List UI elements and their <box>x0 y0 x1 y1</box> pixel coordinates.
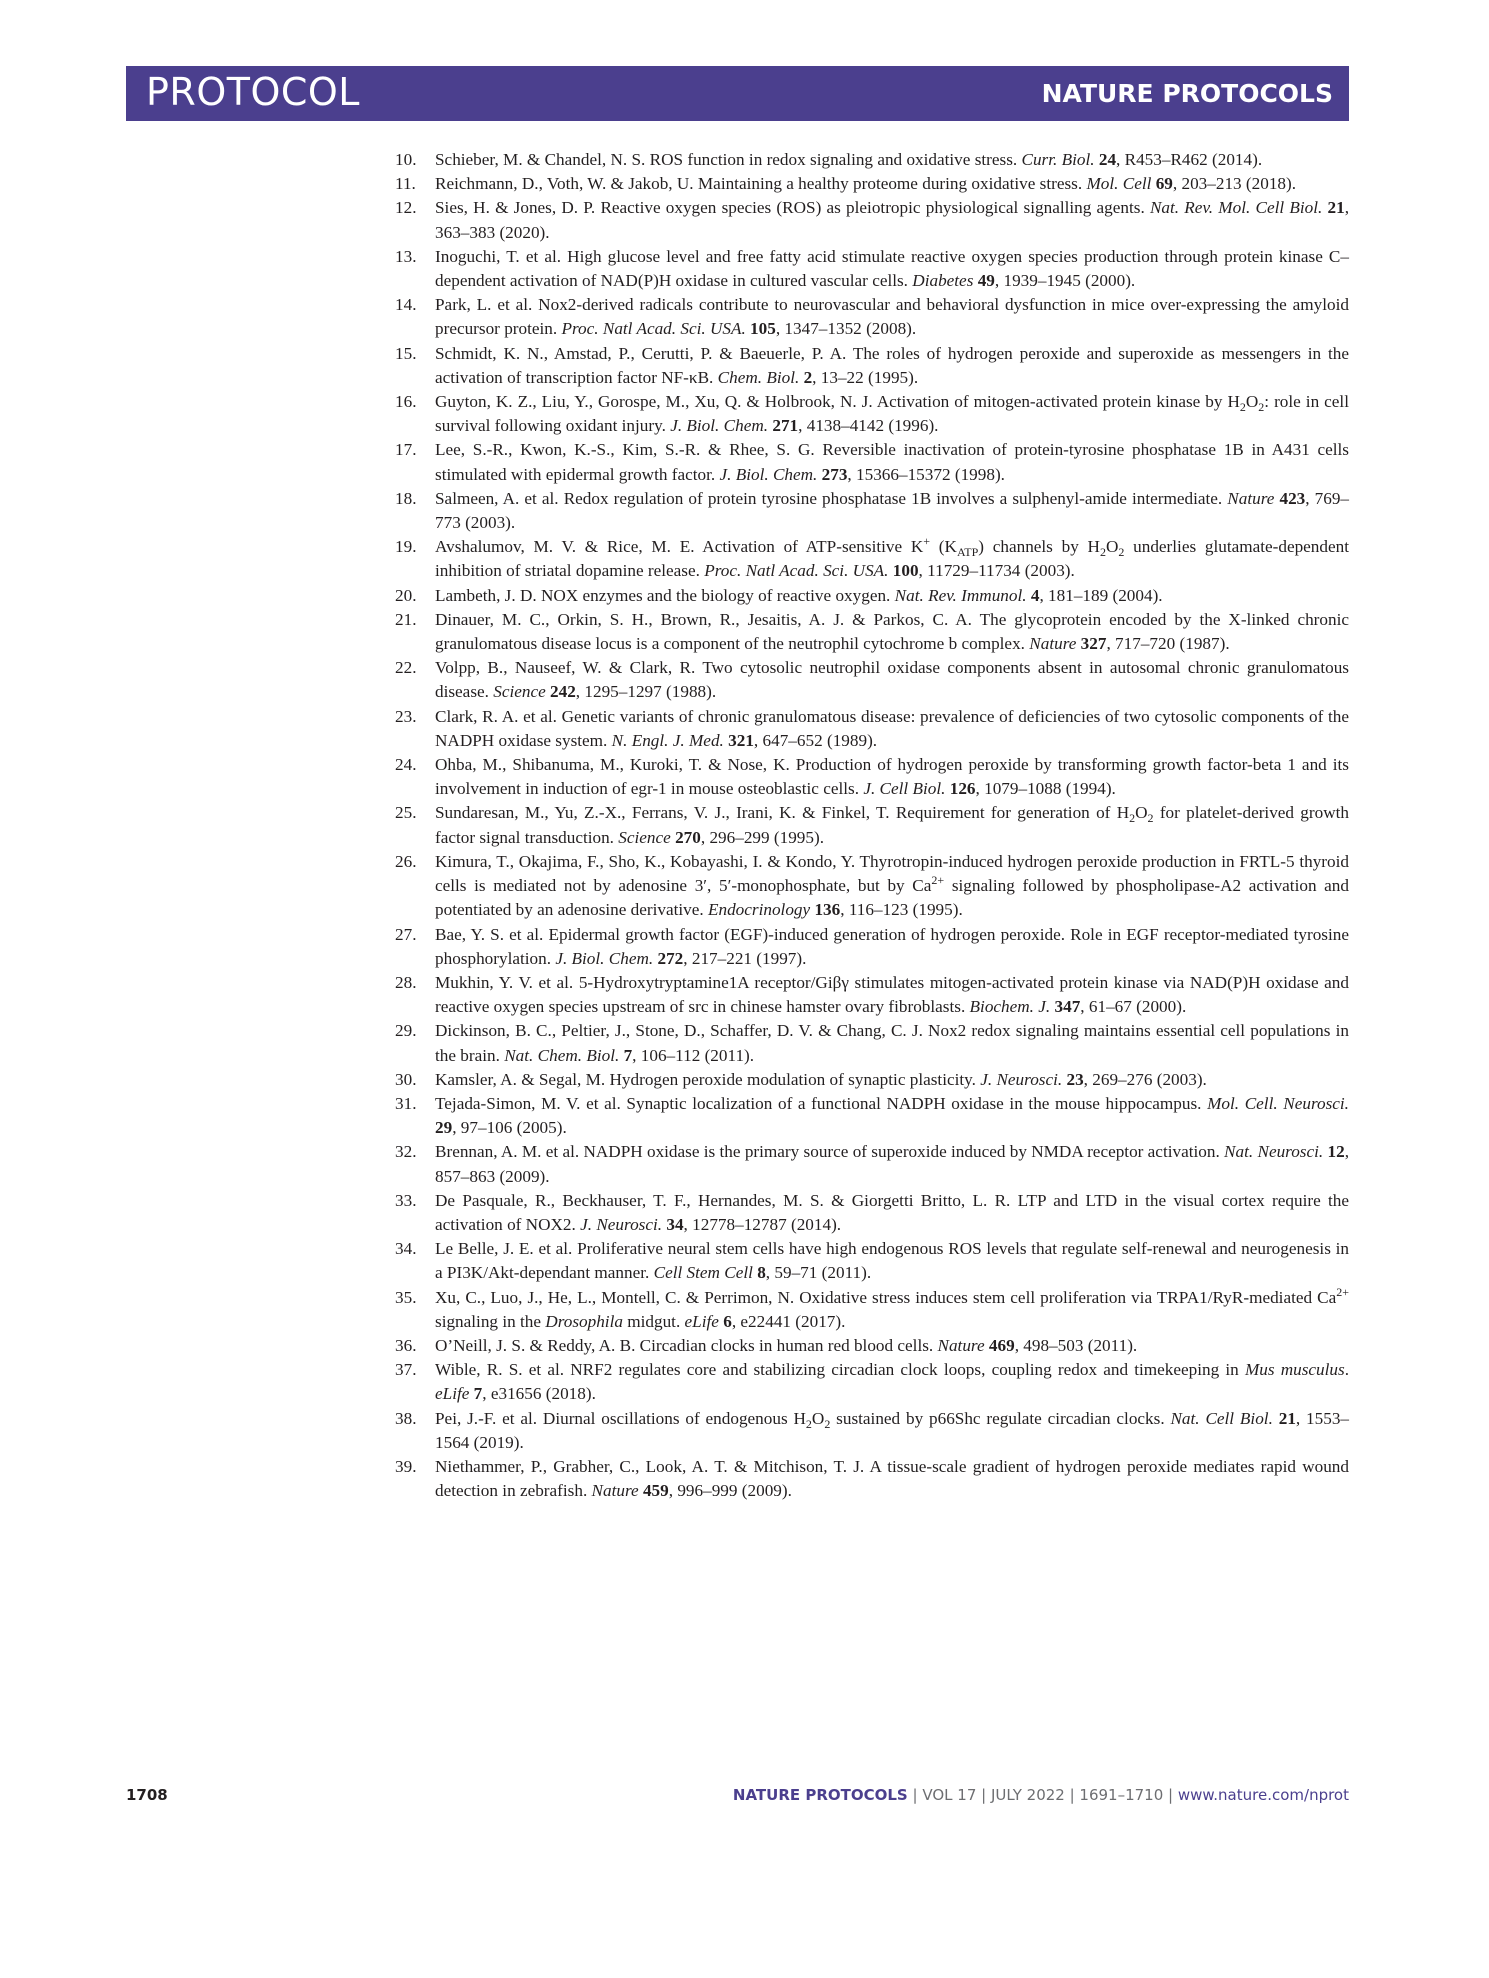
reference-number: 13. <box>395 246 417 266</box>
reference-number: 32. <box>395 1142 417 1162</box>
reference-number: 19. <box>395 537 417 557</box>
footer-url[interactable]: www.nature.com/nprot <box>1177 1786 1349 1804</box>
reference-item <box>395 656 1349 704</box>
reference-text: Schmidt, K. N., Amstad, P., Cerutti, P. & Baeuerle, P. A. The roles of hydrogen peroxide and superoxide as messengers in the activation of transcription factor NF-κB. Chem. Biol. 2, 13–22 (1995). <box>435 343 1349 387</box>
reference-text: Mukhin, Y. V. et al. 5-Hydroxytryptamine1A receptor/Giβγ stimulates mitogen-activated protein kinase via NAD(P)H oxidase and reactive oxygen species upstream of src in chinese hamster ovary fibroblasts. Biochem. J. 347, 61–67 (2000). <box>435 972 1349 1017</box>
reference-item <box>395 1189 1349 1237</box>
reference-text: Kimura, T., Okajima, F., Sho, K., Kobayashi, I. & Kondo, Y. Thyrotropin-induced hydrogen peroxide production in FRTL-5 thyroid cells is mediated not by adenosine 3′, 5′-monophosphate, but by $Ca^{2+}$ signaling followed by phospholipase-A2 activation and potentiated by an adenosine derivative. Endocrinology 136, 116–123 (1995). <box>435 851 1349 920</box>
reference-number: 34. <box>395 1239 417 1259</box>
reference-item <box>395 1237 1349 1285</box>
reference-number: 16. <box>395 392 417 412</box>
reference-text: Wible, R. S. et al. NRF2 regulates core and stabilizing circadian clock loops, coupling redox and timekeeping in Mus musculus. eLife 7, e31656 (2018). <box>435 1360 1349 1404</box>
reference-text: Inoguchi, T. et al. High glucose level and free fatty acid stimulate reactive oxygen species production through protein kinase C–dependent activation of NAD(P)H oxidase in cultured vascular cells. Diabetes 49, 1939–1945 (2000). <box>435 246 1349 291</box>
reference-item <box>395 1092 1349 1140</box>
reference-number: 14. <box>395 295 417 315</box>
reference-number: 17. <box>395 440 417 460</box>
reference-number: 26. <box>395 851 417 871</box>
reference-text: Ohba, M., Shibanuma, M., Kuroki, T. & Nose, K. Production of hydrogen peroxide by transforming growth factor-beta 1 and its involvement in induction of egr-1 in mouse osteoblastic cells. J. Cell Biol. 126, 1079–1088 (1994). <box>435 755 1349 799</box>
reference-text: Pei, J.-F. et al. Diurnal oscillations of endogenous $H_2O_2$ sustained by p66Shc regulate circadian clocks. Nat. Cell Biol. 21, 1553–1564 (2019). <box>435 1408 1350 1452</box>
reference-text: Reichmann, D., Voth, W. & Jakob, U. Maintaining a healthy proteome during oxidative stress. Mol. Cell 69, 203–213 (2018). <box>435 174 1297 194</box>
reference-item <box>395 923 1349 971</box>
reference-item <box>395 148 1349 172</box>
reference-item <box>395 342 1349 390</box>
reference-number: 23. <box>395 706 417 726</box>
reference-number: 11. <box>395 174 416 194</box>
reference-item <box>395 172 1349 196</box>
reference-item <box>395 850 1349 923</box>
reference-list <box>395 148 1349 1503</box>
reference-number: 18. <box>395 488 417 508</box>
reference-text: Dickinson, B. C., Peltier, J., Stone, D., Schaffer, D. V. & Chang, C. J. Nox2 redox signaling maintains essential cell populations in the brain. Nat. Chem. Biol. 7, 106–112 (2011). <box>435 1021 1349 1065</box>
reference-number: 25. <box>395 803 417 823</box>
reference-text: De Pasquale, R., Beckhauser, T. F., Hernandes, M. S. & Giorgetti Britto, L. R. LTP and LTD in the visual cortex require the activation of NOX2. J. Neurosci. 34, 12778–12787 (2014). <box>435 1190 1349 1234</box>
reference-number: 33. <box>395 1190 417 1210</box>
reference-number: 21. <box>395 609 417 629</box>
reference-item <box>395 487 1349 535</box>
reference-text: Brennan, A. M. et al. NADPH oxidase is the primary source of superoxide induced by NMDA receptor activation. Nat. Neurosci. 12, 857–863 (2009). <box>435 1142 1349 1186</box>
reference-item <box>395 753 1349 801</box>
reference-number: 39. <box>395 1456 417 1476</box>
reference-item <box>395 390 1349 438</box>
reference-text: Lee, S.-R., Kwon, K.-S., Kim, S.-R. & Rhee, S. G. Reversible inactivation of protein-tyrosine phosphatase 1B in A431 cells stimulated with epidermal growth factor. J. Biol. Chem. 273, 15366–15372 (1998). <box>435 440 1349 484</box>
reference-number: 29. <box>395 1021 417 1041</box>
reference-item <box>395 1455 1349 1503</box>
reference-item <box>395 1286 1349 1334</box>
reference-number: 38. <box>395 1408 417 1428</box>
reference-item <box>395 1334 1349 1358</box>
page-footer <box>126 1786 1349 1810</box>
reference-text: Dinauer, M. C., Orkin, S. H., Brown, R., Jesaitis, A. J. & Parkos, C. A. The glycoprotein encoded by the X-linked chronic granulomatous disease locus is a component of the neutrophil cytochrome b complex. Nature 327, 717–720 (1987). <box>435 609 1349 654</box>
reference-item <box>395 1019 1349 1067</box>
reference-item <box>395 245 1349 293</box>
reference-text: Avshalumov, M. V. & Rice, M. E. Activation of ATP-sensitive K+ $(K_{ATP})$ channels by $H_2O_2$ underlies glutamate-dependent inhibition of striatal dopamine release. Proc. Natl Acad. Sci. USA. 100, 11729–11734 (2003). <box>435 534 1349 581</box>
reference-text: Sies, H. & Jones, D. P. Reactive oxygen species (ROS) as pleiotropic physiological signalling agents. Nat. Rev. Mol. Cell Biol. 21, 363–383 (2020). <box>435 198 1349 242</box>
reference-text: Clark, R. A. et al. Genetic variants of chronic granulomatous disease: prevalence of deficiencies of two cytosolic components of the NADPH oxidase system. N. Engl. J. Med. 321, 647–652 (1989). <box>435 706 1349 750</box>
reference-number: 27. <box>395 924 417 944</box>
reference-item <box>395 1140 1349 1188</box>
reference-number: 22. <box>395 658 417 678</box>
reference-number: 20. <box>395 585 417 605</box>
reference-text: Lambeth, J. D. NOX enzymes and the biology of reactive oxygen. Nat. Rev. Immunol. 4, 181–189 (2004). <box>435 585 1163 605</box>
reference-item <box>395 535 1349 583</box>
reference-text: Volpp, B., Nauseef, W. & Clark, R. Two cytosolic neutrophil oxidase components absent in autosomal chronic granulomatous disease. Science 242, 1295–1297 (1988). <box>435 658 1349 702</box>
reference-text: Xu, C., Luo, J., He, L., Montell, C. & Perrimon, N. Oxidative stress induces stem cell proliferation via TRPA1/RyR-mediated $Ca^{2+}$ signaling in the Drosophila midgut. eLife 6, e22441 (2017). <box>435 1284 1349 1331</box>
footer-citation <box>733 1786 1349 1804</box>
reference-text: Sundaresan, M., Yu, Z.-X., Ferrans, V. J., Irani, K. & Finkel, T. Requirement for generation of $H_2O_2$ for platelet-derived growth factor signal transduction. Science 270, 296–299 (1995). <box>435 803 1350 847</box>
reference-text: Schieber, M. & Chandel, N. S. ROS function in redox signaling and oxidative stress. Curr. Biol. 24, R453–R462 (2014). <box>435 150 1263 169</box>
reference-item <box>395 1358 1349 1406</box>
reference-number: 28. <box>395 972 417 992</box>
reference-item <box>395 584 1349 608</box>
reference-item <box>395 705 1349 753</box>
reference-text: Tejada-Simon, M. V. et al. Synaptic localization of a functional NADPH oxidase in the mouse hippocampus. Mol. Cell. Neurosci. 29, 97–106 (2005). <box>435 1093 1349 1138</box>
reference-item <box>395 438 1349 486</box>
reference-number: 37. <box>395 1360 417 1380</box>
reference-number: 31. <box>395 1093 417 1113</box>
reference-text: Guyton, K. Z., Liu, Y., Gorospe, M., Xu, Q. & Holbrook, N. J. Activation of mitogen-activated protein kinase by $H_2O_2$: role in cell survival following oxidant injury. J. Biol. Chem. 271, 4138–4142 (1996). <box>435 392 1349 436</box>
reference-number: 30. <box>395 1069 417 1089</box>
reference-item <box>395 293 1349 341</box>
reference-number: 12. <box>395 198 417 218</box>
reference-number: 35. <box>395 1287 417 1307</box>
reference-item <box>395 971 1349 1019</box>
reference-item <box>395 196 1349 244</box>
reference-number: 10. <box>395 150 417 169</box>
reference-text: Park, L. et al. Nox2-derived radicals contribute to neurovascular and behavioral dysfunction in mice over-expressing the amyloid precursor protein. Proc. Natl Acad. Sci. USA. 105, 1347–1352 (2008). <box>435 295 1349 339</box>
reference-text: Niethammer, P., Grabher, C., Look, A. T. & Mitchison, T. J. A tissue-scale gradient of hydrogen peroxide mediates rapid wound detection in zebrafish. Nature 459, 996–999 (2009). <box>435 1456 1349 1501</box>
section-label: PROTOCOL <box>146 70 360 114</box>
reference-item <box>395 608 1349 656</box>
reference-number: 24. <box>395 755 417 775</box>
footer-details: | VOL 17 | JULY 2022 | 1691–1710 | <box>907 1786 1178 1804</box>
reference-number: 36. <box>395 1335 417 1355</box>
reference-item <box>395 1407 1349 1455</box>
reference-text: Bae, Y. S. et al. Epidermal growth factor (EGF)-induced generation of hydrogen peroxide. Role in EGF receptor-mediated tyrosine phosphorylation. J. Biol. Chem. 272, 217–221 (1997). <box>435 924 1349 968</box>
reference-text: Le Belle, J. E. et al. Proliferative neural stem cells have high endogenous ROS levels that regulate self-renewal and neurogenesis in a PI3K/Akt-dependant manner. Cell Stem Cell 8, 59–71 (2011). <box>435 1239 1349 1283</box>
footer-journal: NATURE PROTOCOLS <box>732 1786 908 1804</box>
reference-text: O’Neill, J. S. & Reddy, A. B. Circadian clocks in human red blood cells. Nature 469, 498–503 (2011). <box>435 1335 1138 1355</box>
page-number: 1708 <box>126 1786 168 1804</box>
reference-item <box>395 1068 1349 1092</box>
reference-number: 15. <box>395 343 417 363</box>
reference-text: Kamsler, A. & Segal, M. Hydrogen peroxide modulation of synaptic plasticity. J. Neurosci. 23, 269–276 (2003). <box>435 1069 1207 1089</box>
reference-text: Salmeen, A. et al. Redox regulation of protein tyrosine phosphatase 1B involves a sulphenyl-amide intermediate. Nature 423, 769–773 (2003). <box>435 488 1350 533</box>
reference-item <box>395 801 1349 849</box>
journal-label: NATURE PROTOCOLS <box>1041 79 1333 108</box>
page-header <box>126 66 1349 121</box>
